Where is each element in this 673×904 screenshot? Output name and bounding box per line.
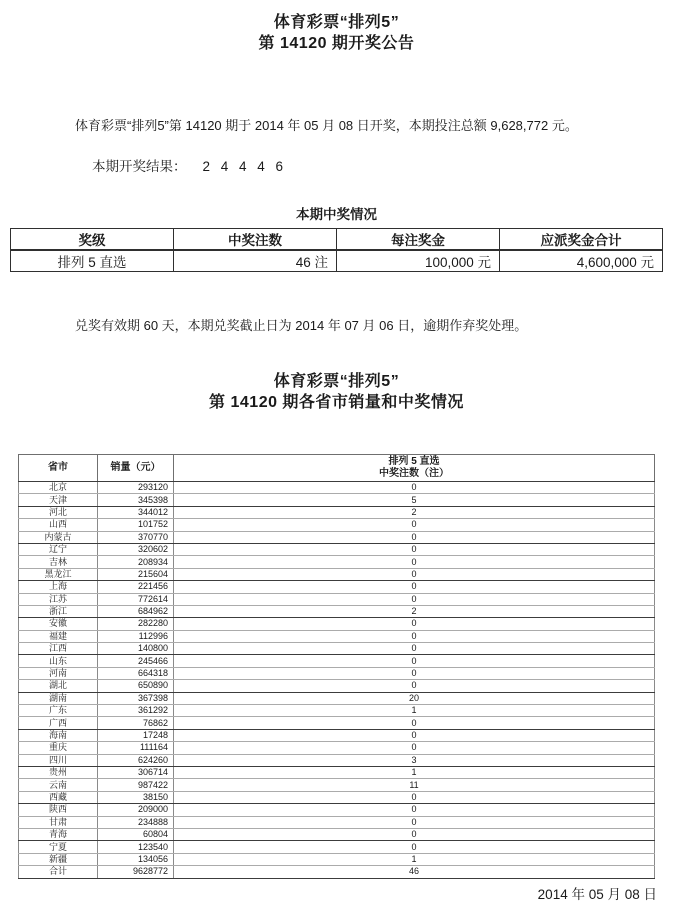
province-sales-cell: 370770 [98, 531, 174, 543]
prize-table-header-row [11, 229, 663, 251]
province-name-cell: 湖北 [19, 680, 98, 692]
province-count-cell: 0 [174, 568, 655, 580]
province-sales-cell: 282280 [98, 618, 174, 630]
province-row [19, 717, 655, 729]
province-name-cell: 辽宁 [19, 543, 98, 555]
province-row [19, 816, 655, 828]
draw-result-numbers: 2 4 4 4 6 [202, 159, 285, 174]
province-name-cell: 新疆 [19, 853, 98, 865]
province-sales-cell: 9628772 [98, 866, 174, 878]
province-name-cell: 贵州 [19, 766, 98, 778]
prize-col-header: 应派奖金合计 [500, 229, 663, 251]
province-count-cell: 0 [174, 717, 655, 729]
province-count-cell: 46 [174, 866, 655, 878]
province-sales-cell: 772614 [98, 593, 174, 605]
province-row [19, 482, 655, 494]
province-count-cell: 0 [174, 519, 655, 531]
province-sales-cell: 684962 [98, 605, 174, 617]
province-section-title-line2: 第 14120 期各省市销量和中奖情况 [209, 394, 464, 411]
province-sales-cell: 234888 [98, 816, 174, 828]
province-count-cell: 0 [174, 618, 655, 630]
province-count-cell: 0 [174, 655, 655, 667]
province-row [19, 853, 655, 865]
prize-col-header: 中奖注数 [174, 229, 337, 251]
province-row [19, 766, 655, 778]
province-sales-cell: 306714 [98, 766, 174, 778]
province-sales-cell: 215604 [98, 568, 174, 580]
province-name-cell: 甘肃 [19, 816, 98, 828]
province-sales-cell: 650890 [98, 680, 174, 692]
prize-col-header: 奖级 [11, 229, 174, 251]
province-row [19, 729, 655, 741]
province-row [19, 804, 655, 816]
province-count-cell: 0 [174, 556, 655, 568]
province-row [19, 779, 655, 791]
footer-date: 2014 年 05 月 08 日 [537, 886, 657, 902]
province-name-cell: 北京 [19, 482, 98, 494]
province-sales-cell: 664318 [98, 667, 174, 679]
province-name-cell: 青海 [19, 828, 98, 840]
province-sales-cell: 624260 [98, 754, 174, 766]
province-sales-cell: 245466 [98, 655, 174, 667]
province-row [19, 630, 655, 642]
prize-cell: 排列 5 直选 [11, 250, 174, 272]
province-row [19, 568, 655, 580]
province-name-cell: 江西 [19, 643, 98, 655]
province-table-header-row [19, 455, 655, 482]
province-count-cell: 20 [174, 692, 655, 704]
province-row [19, 543, 655, 555]
province-col-header: 省市 [19, 455, 98, 482]
province-sales-cell: 140800 [98, 643, 174, 655]
province-name-cell: 广东 [19, 705, 98, 717]
sales-col-header: 销量（元） [98, 455, 174, 482]
province-count-cell: 1 [174, 705, 655, 717]
province-sales-cell: 209000 [98, 804, 174, 816]
province-count-cell: 3 [174, 754, 655, 766]
province-sales-cell: 111164 [98, 742, 174, 754]
province-sales-cell: 367398 [98, 692, 174, 704]
province-row [19, 581, 655, 593]
province-row [19, 667, 655, 679]
prize-cell: 46 注 [174, 250, 337, 272]
province-sales-cell: 123540 [98, 841, 174, 853]
province-table [18, 454, 655, 879]
province-sales-cell: 221456 [98, 581, 174, 593]
prize-row [11, 250, 663, 272]
province-row [19, 531, 655, 543]
province-sales-cell: 60804 [98, 828, 174, 840]
province-count-cell: 0 [174, 543, 655, 555]
count-col-header-line1: 排列 5 直选 [388, 456, 440, 467]
province-count-cell: 0 [174, 630, 655, 642]
province-row [19, 680, 655, 692]
province-name-cell: 山东 [19, 655, 98, 667]
province-name-cell: 安徽 [19, 618, 98, 630]
province-name-cell: 重庆 [19, 742, 98, 754]
announcement-title-line1: 体育彩票“排列5” [273, 14, 400, 31]
province-name-cell: 天津 [19, 494, 98, 506]
province-count-cell: 0 [174, 680, 655, 692]
province-count-cell: 0 [174, 593, 655, 605]
province-count-cell: 0 [174, 643, 655, 655]
announcement-title [0, 0, 673, 54]
province-count-cell: 0 [174, 828, 655, 840]
province-row [19, 593, 655, 605]
announcement-title-line2: 第 14120 期开奖公告 [258, 35, 415, 52]
province-name-cell: 海南 [19, 729, 98, 741]
province-name-cell: 浙江 [19, 605, 98, 617]
province-row [19, 705, 655, 717]
province-count-cell: 0 [174, 581, 655, 593]
redeem-deadline-note: 兑奖有效期 60 天，本期兑奖截止日为 2014 年 07 月 06 日，逾期作弃奖处理。 [75, 318, 528, 333]
province-name-cell: 吉林 [19, 556, 98, 568]
province-name-cell: 江苏 [19, 593, 98, 605]
province-row [19, 556, 655, 568]
province-row [19, 791, 655, 803]
province-count-cell: 0 [174, 482, 655, 494]
province-name-cell: 河南 [19, 667, 98, 679]
count-col-header [174, 455, 655, 482]
prize-table [10, 228, 663, 272]
province-count-cell: 0 [174, 667, 655, 679]
draw-result-label: 本期开奖结果： [92, 159, 187, 174]
province-count-cell: 0 [174, 531, 655, 543]
province-sales-cell: 134056 [98, 853, 174, 865]
province-row [19, 655, 655, 667]
province-name-cell: 宁夏 [19, 841, 98, 853]
province-total-row [19, 866, 655, 878]
province-count-cell: 0 [174, 729, 655, 741]
province-row [19, 618, 655, 630]
province-row [19, 506, 655, 518]
province-sales-cell: 17248 [98, 729, 174, 741]
province-sales-cell: 208934 [98, 556, 174, 568]
province-name-cell: 云南 [19, 779, 98, 791]
province-row [19, 841, 655, 853]
province-name-cell: 合计 [19, 866, 98, 878]
province-name-cell: 河北 [19, 506, 98, 518]
draw-summary-text: 体育彩票“排列5”第 14120 期于 2014 年 05 月 08 日开奖，本期投注总额 9,628,772 元。 [75, 118, 578, 133]
province-count-cell: 0 [174, 791, 655, 803]
province-name-cell: 福建 [19, 630, 98, 642]
province-sales-cell: 293120 [98, 482, 174, 494]
province-name-cell: 内蒙古 [19, 531, 98, 543]
province-row [19, 605, 655, 617]
province-sales-cell: 361292 [98, 705, 174, 717]
province-sales-cell: 345398 [98, 494, 174, 506]
province-name-cell: 广西 [19, 717, 98, 729]
province-count-cell: 1 [174, 766, 655, 778]
province-count-cell: 5 [174, 494, 655, 506]
province-sales-cell: 344012 [98, 506, 174, 518]
province-name-cell: 上海 [19, 581, 98, 593]
province-row [19, 742, 655, 754]
province-sales-cell: 76862 [98, 717, 174, 729]
province-name-cell: 四川 [19, 754, 98, 766]
province-count-cell: 0 [174, 841, 655, 853]
province-name-cell: 黑龙江 [19, 568, 98, 580]
province-sales-cell: 987422 [98, 779, 174, 791]
province-name-cell: 陕西 [19, 804, 98, 816]
prize-cell: 4,600,000 元 [500, 250, 663, 272]
province-sales-cell: 112996 [98, 630, 174, 642]
province-count-cell: 0 [174, 804, 655, 816]
province-sales-cell: 38150 [98, 791, 174, 803]
province-name-cell: 山西 [19, 519, 98, 531]
province-count-cell: 0 [174, 816, 655, 828]
province-row [19, 754, 655, 766]
draw-result-row [92, 155, 673, 175]
province-count-cell: 2 [174, 506, 655, 518]
prize-table-title: 本期中奖情况 [296, 207, 377, 222]
province-sales-cell: 101752 [98, 519, 174, 531]
province-count-cell: 0 [174, 742, 655, 754]
province-section-title [0, 371, 673, 413]
province-name-cell: 西藏 [19, 791, 98, 803]
province-section-title-line1: 体育彩票“排列5” [273, 373, 400, 390]
province-row [19, 519, 655, 531]
province-count-cell: 2 [174, 605, 655, 617]
province-name-cell: 湖南 [19, 692, 98, 704]
province-count-cell: 1 [174, 853, 655, 865]
province-sales-cell: 320602 [98, 543, 174, 555]
province-row [19, 643, 655, 655]
province-count-cell: 11 [174, 779, 655, 791]
province-row [19, 828, 655, 840]
province-row [19, 692, 655, 704]
prize-cell: 100,000 元 [337, 250, 500, 272]
prize-col-header: 每注奖金 [337, 229, 500, 251]
province-row [19, 494, 655, 506]
count-col-header-line2: 中奖注数（注） [379, 468, 449, 479]
